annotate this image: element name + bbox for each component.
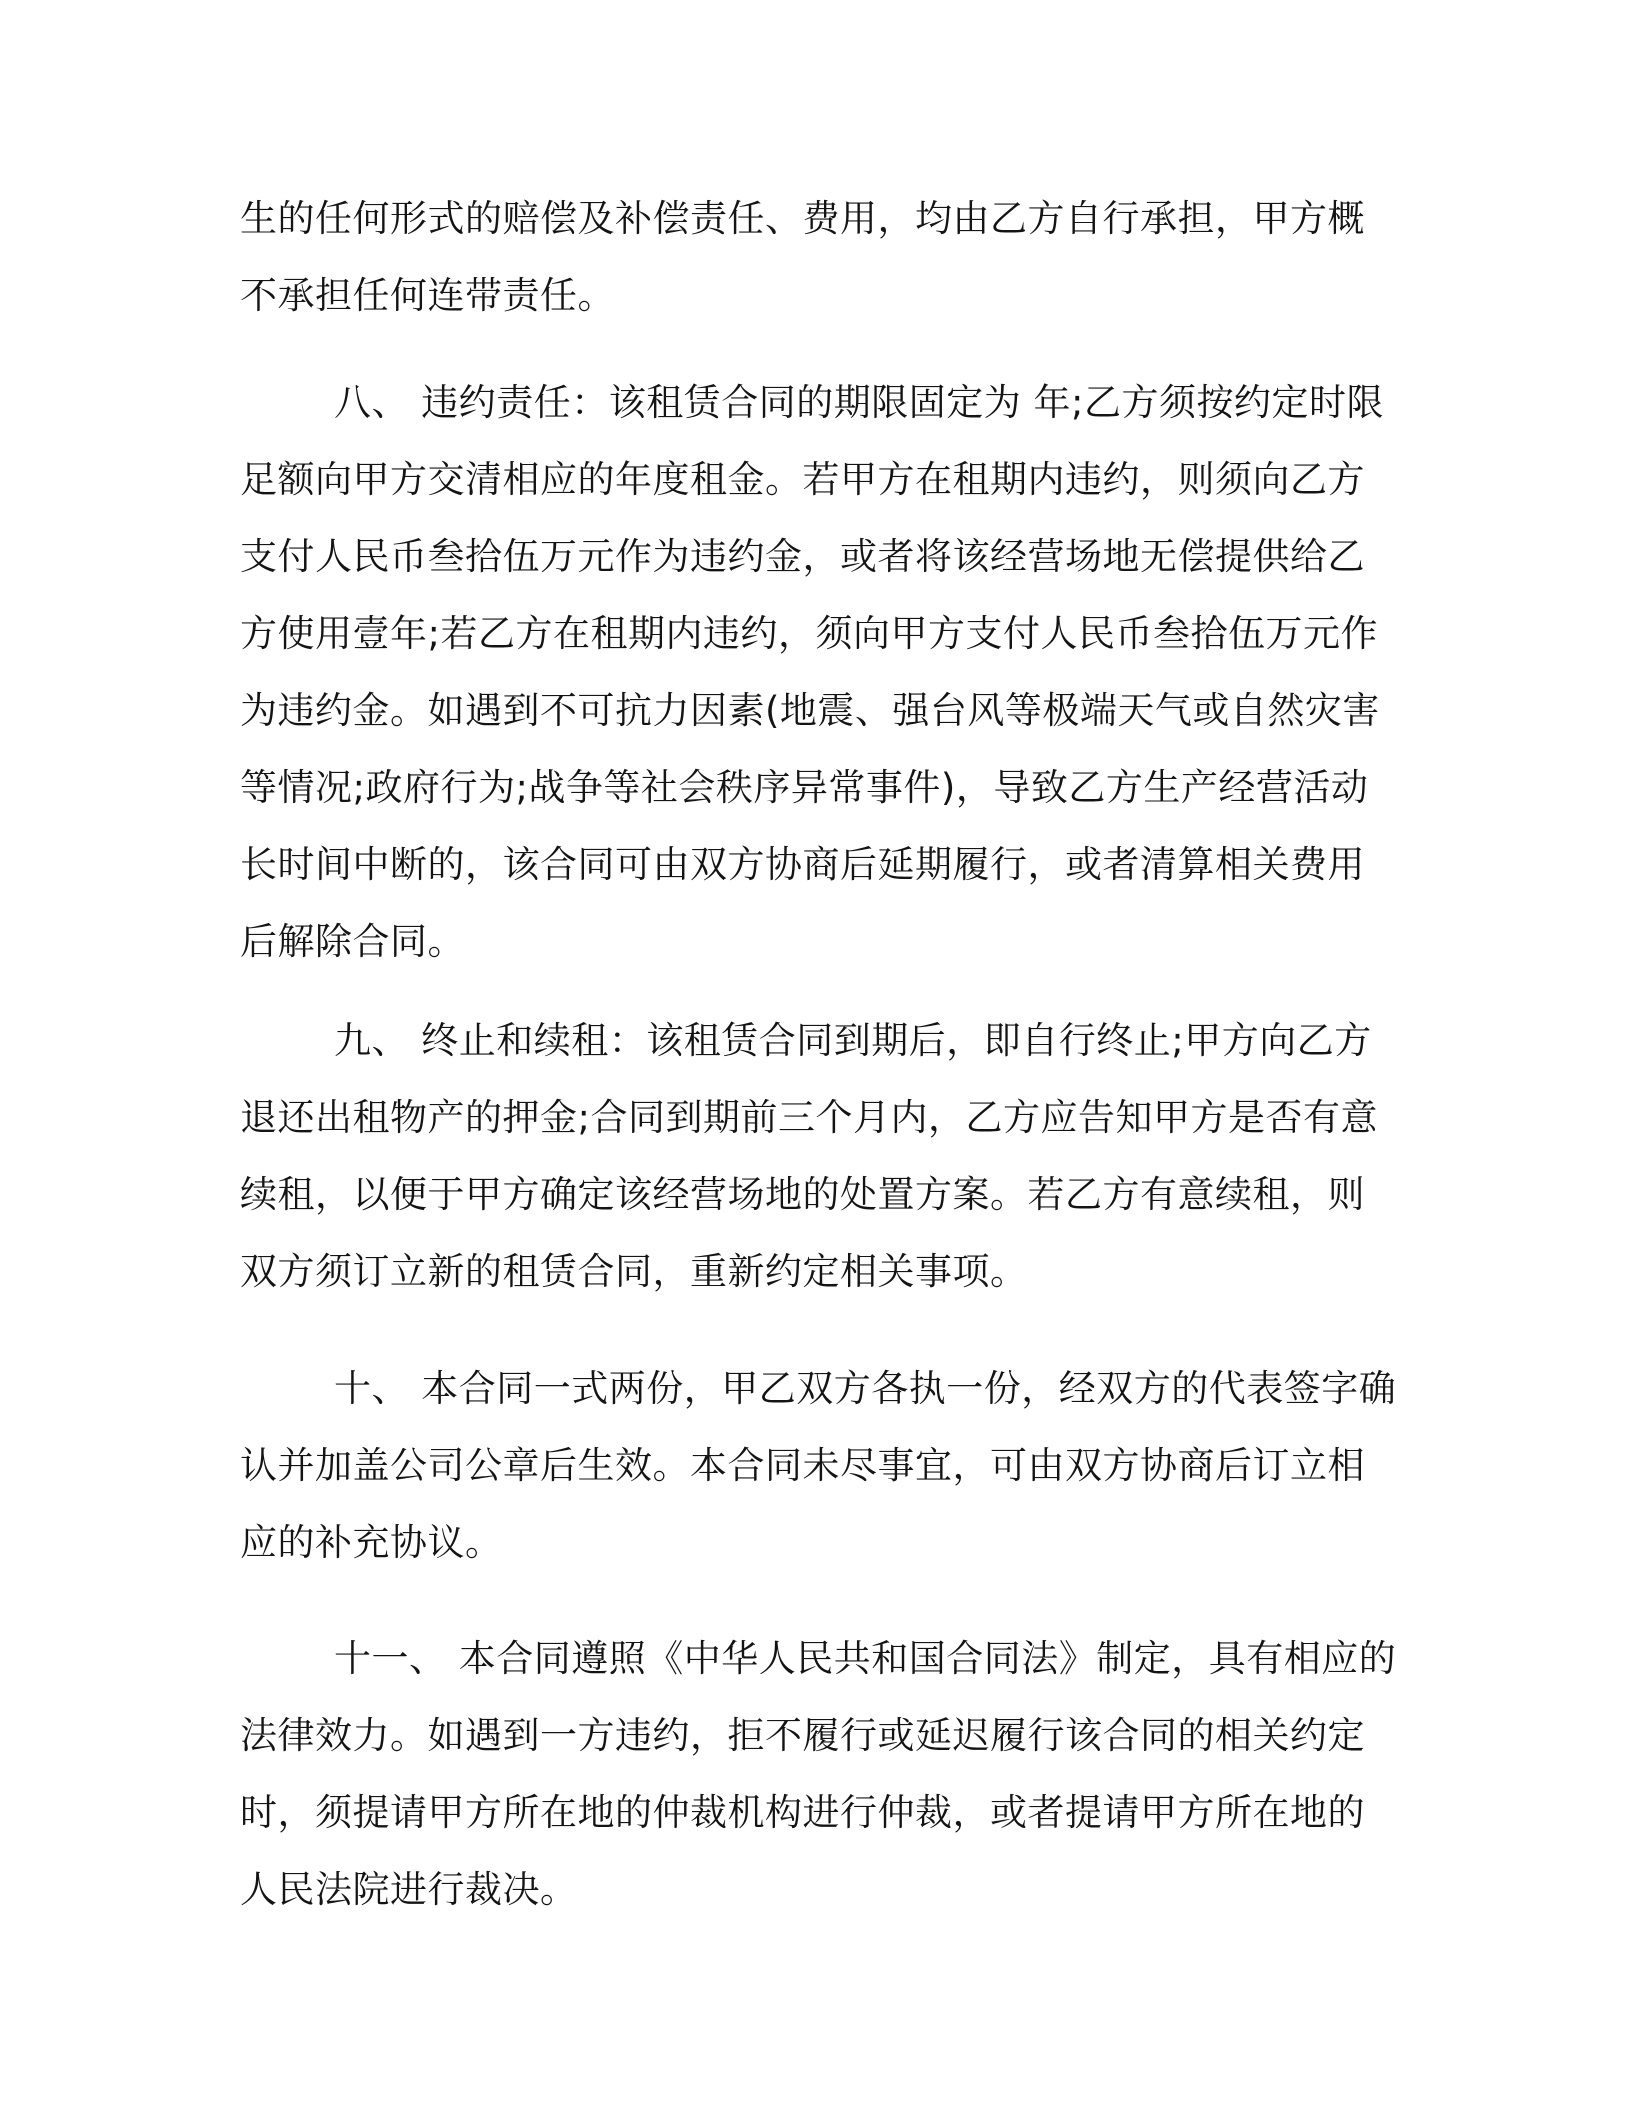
text-line: 支付人民币叁拾伍万元作为违约金，或者将该经营场地无偿提供给乙 <box>240 535 1365 578</box>
text-line: 方使用壹年;若乙方在租期内违约，须向甲方支付人民币叁拾伍万元作 <box>240 612 1378 655</box>
text-line: 人民法院进行裁决。 <box>240 1868 578 1911</box>
text-line: 不承担任何连带责任。 <box>240 274 615 317</box>
paragraph-liability-continuation <box>240 180 1400 334</box>
text-line: 认并加盖公司公章后生效。本合同未尽事宜，可由双方协商后订立相 <box>240 1444 1365 1487</box>
text-line: 长时间中断的，该合同可由双方协商后延期履行，或者清算相关费用 <box>240 843 1365 886</box>
text-line: 退还出租物产的押金;合同到期前三个月内，乙方应告知甲方是否有意 <box>240 1096 1378 1139</box>
text-line: 生的任何形式的赔偿及补偿责任、费用，均由乙方自行承担，甲方概 <box>240 197 1365 240</box>
clause-heading-line: 八、 违约责任：该租赁合同的期限固定为 年;乙方须按约定时限 <box>334 381 1384 424</box>
text-line: 足额向甲方交清相应的年度租金。若甲方在租期内违约，则须向乙方 <box>240 458 1365 501</box>
text-line: 双方须订立新的租赁合同，重新约定相关事项。 <box>240 1250 1028 1293</box>
text-line: 时，须提请甲方所在地的仲裁机构进行仲裁，或者提请甲方所在地的 <box>240 1791 1365 1834</box>
text-line: 法律效力。如遇到一方违约，拒不履行或延迟履行该合同的相关约定 <box>240 1714 1365 1757</box>
paragraph-clause-9-termination-renewal <box>240 1002 1400 1310</box>
paragraph-clause-8-breach-liability <box>240 364 1400 980</box>
text-line: 为违约金。如遇到不可抗力因素(地震、强台风等极端天气或自然灾害 <box>240 689 1380 732</box>
clause-heading-line: 九、 终止和续租：该租赁合同到期后，即自行终止;甲方向乙方 <box>334 1019 1372 1062</box>
text-line: 续租，以便于甲方确定该经营场地的处置方案。若乙方有意续租，则 <box>240 1173 1365 1216</box>
clause-heading-line: 十一、 本合同遵照《中华人民共和国合同法》制定，具有相应的 <box>334 1637 1397 1680</box>
text-line: 等情况;政府行为;战争等社会秩序异常事件)，导致乙方生产经营活动 <box>240 766 1369 809</box>
text-line: 应的补充协议。 <box>240 1521 503 1564</box>
text-line: 后解除合同。 <box>240 920 465 963</box>
paragraph-clause-10-copies <box>240 1350 1400 1581</box>
clause-heading-line: 十、 本合同一式两份，甲乙双方各执一份，经双方的代表签字确 <box>334 1367 1397 1410</box>
paragraph-clause-11-governing-law <box>240 1620 1400 1928</box>
